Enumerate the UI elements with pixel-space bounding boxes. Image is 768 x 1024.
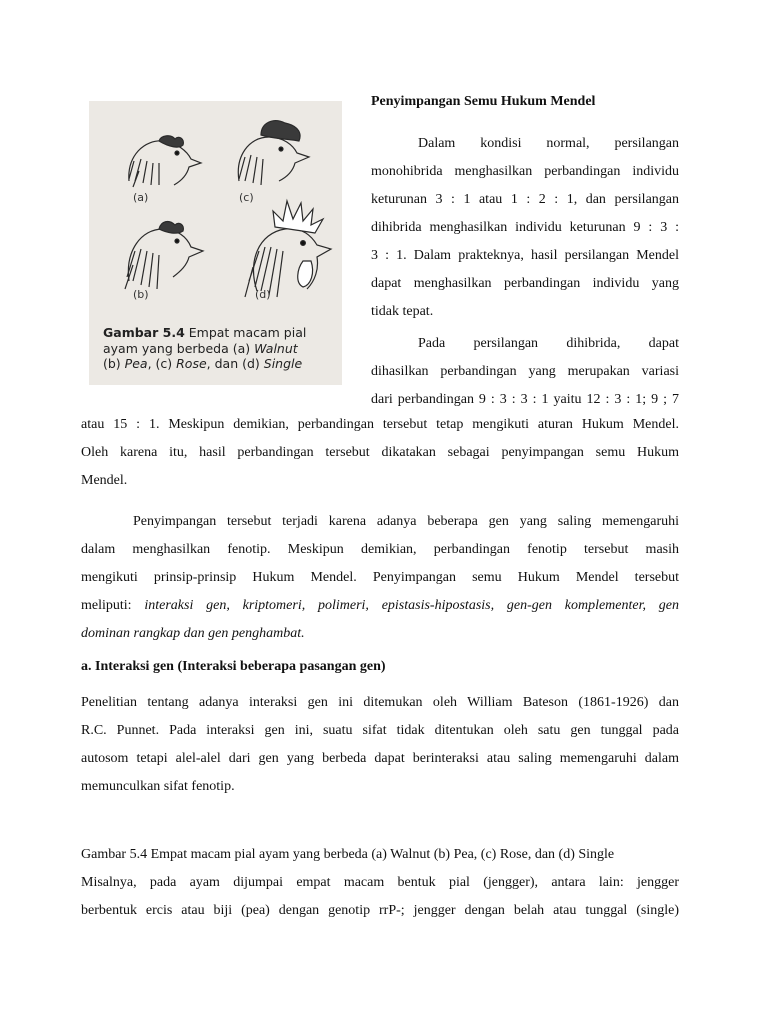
label-d: (d) xyxy=(255,288,271,301)
para2-line: Pada persilangan dihibrida, dapat xyxy=(418,336,679,351)
paragraph-4 xyxy=(81,689,679,801)
caption-number: Gambar 5.4 xyxy=(103,325,185,340)
caption-sep-1: , (c) xyxy=(147,356,177,371)
chicken-head-pea xyxy=(125,222,203,289)
para2-line: dari perbandingan 9 : 3 : 3 : 1 yaitu 12 : 3 : 1; 9 ; 7 xyxy=(371,392,679,407)
caption-line-1: Empat macam pial xyxy=(184,325,307,340)
paragraph-2-full xyxy=(81,411,679,495)
para4-line: R.C. Punnet. Pada interaksi gen ini, suatu sifat tidak ditentukan oleh satu gen tunggal pada xyxy=(81,723,679,738)
para3-line-5 xyxy=(81,620,679,648)
figure-caption xyxy=(103,325,338,372)
para1-line: tidak tepat. xyxy=(371,304,434,319)
caption-pea: Pea xyxy=(124,356,148,371)
para3-line4-prefix: meliputi: xyxy=(81,598,145,613)
para5-line: Gambar 5.4 Empat macam pial ayam yang berbeda (a) Walnut (b) Pea, (c) Rose, dan (d) Single xyxy=(81,847,615,862)
para2-line: Mendel. xyxy=(81,473,128,488)
paragraph-2-right xyxy=(371,330,679,414)
chicken-head-single xyxy=(245,201,331,297)
para1-line: keturunan 3 : 1 atau 1 : 2 : 1, dan persilangan xyxy=(371,192,679,207)
para4-line: autosom tetapi alel-alel dari gen yang berbeda dapat berinteraksi atau saling memengaruhi dalam xyxy=(81,751,679,766)
para1-line: 3 : 1. Dalam prakteknya, hasil persilangan Mendel xyxy=(371,248,679,263)
para2-line: atau 15 : 1. Meskipun demikian, perbandingan tersebut tetap mengikuti aturan Hukum Mendel. xyxy=(81,417,679,432)
section-title: Penyimpangan Semu Hukum Mendel xyxy=(371,94,596,109)
label-a: (a) xyxy=(133,191,149,204)
para3-line: Penyimpangan tersebut terjadi karena adanya beberapa gen yang saling memengaruhi xyxy=(133,514,679,529)
chicken-heads-illustration xyxy=(89,101,342,325)
chicken-head-rose xyxy=(238,121,309,185)
para3-line: mengikuti prinsip-prinsip Hukum Mendel. Penyimpangan semu Hukum Mendel tersebut xyxy=(81,570,679,585)
figure-chicken-combs xyxy=(89,101,342,385)
caption-line-2: ayam yang berbeda (a) xyxy=(103,340,255,356)
caption-rose: Rose xyxy=(176,356,207,371)
para5-line: Misalnya, pada ayam dijumpai empat macam bentuk pial (jengger), antara lain: jengger xyxy=(81,875,679,890)
para5-line: berbentuk ercis atau biji (pea) dengan genotip rrP-; jengger dengan belah atau tunggal (single) xyxy=(81,903,679,918)
para1-line: dapat menghasilkan perbandingan individu yang xyxy=(371,276,679,291)
para2-line: dihasilkan perbandingan yang merupakan variasi xyxy=(371,364,679,379)
caption-line-3: (b) xyxy=(103,356,125,371)
para4-line: Penelitian tentang adanya interaksi gen ini ditemukan oleh William Bateson (1861-1926) dan xyxy=(81,695,679,710)
para1-line: dihibrida menghasilkan individu keturunan 9 : 3 : xyxy=(371,220,679,235)
caption-single: Single xyxy=(263,356,303,371)
para3-line5-italic: dominan rangkap dan gen penghambat. xyxy=(81,626,305,641)
para3-line-4 xyxy=(81,592,679,620)
caption-walnut: Walnut xyxy=(254,340,298,356)
para3-line: dalam menghasilkan fenotip. Meskipun demikian, perbandingan fenotip tersebut masih xyxy=(81,542,679,557)
paragraph-1 xyxy=(371,130,679,326)
caption-sep-2: , dan (d) xyxy=(206,356,264,371)
chicken-head-walnut xyxy=(129,136,201,187)
para1-line: Dalam kondisi normal, persilangan xyxy=(418,136,679,151)
label-b: (b) xyxy=(133,288,149,301)
para2-line: Oleh karena itu, hasil perbandingan tersebut dikatakan sebagai penyimpangan semu Hukum xyxy=(81,445,679,460)
paragraph-3 xyxy=(81,508,679,648)
label-c: (c) xyxy=(239,191,254,204)
para3-line4-italic: interaksi gen, kriptomeri, polimeri, epistasis-hipostasis, gen-gen komplementer, gen xyxy=(144,598,679,613)
paragraph-5 xyxy=(81,841,679,925)
para1-line: monohibrida menghasilkan perbandingan individu xyxy=(371,164,679,179)
heading-interaksi-gen: a. Interaksi gen (Interaksi beberapa pasangan gen) xyxy=(81,659,386,674)
para4-line: memunculkan sifat fenotip. xyxy=(81,779,235,794)
